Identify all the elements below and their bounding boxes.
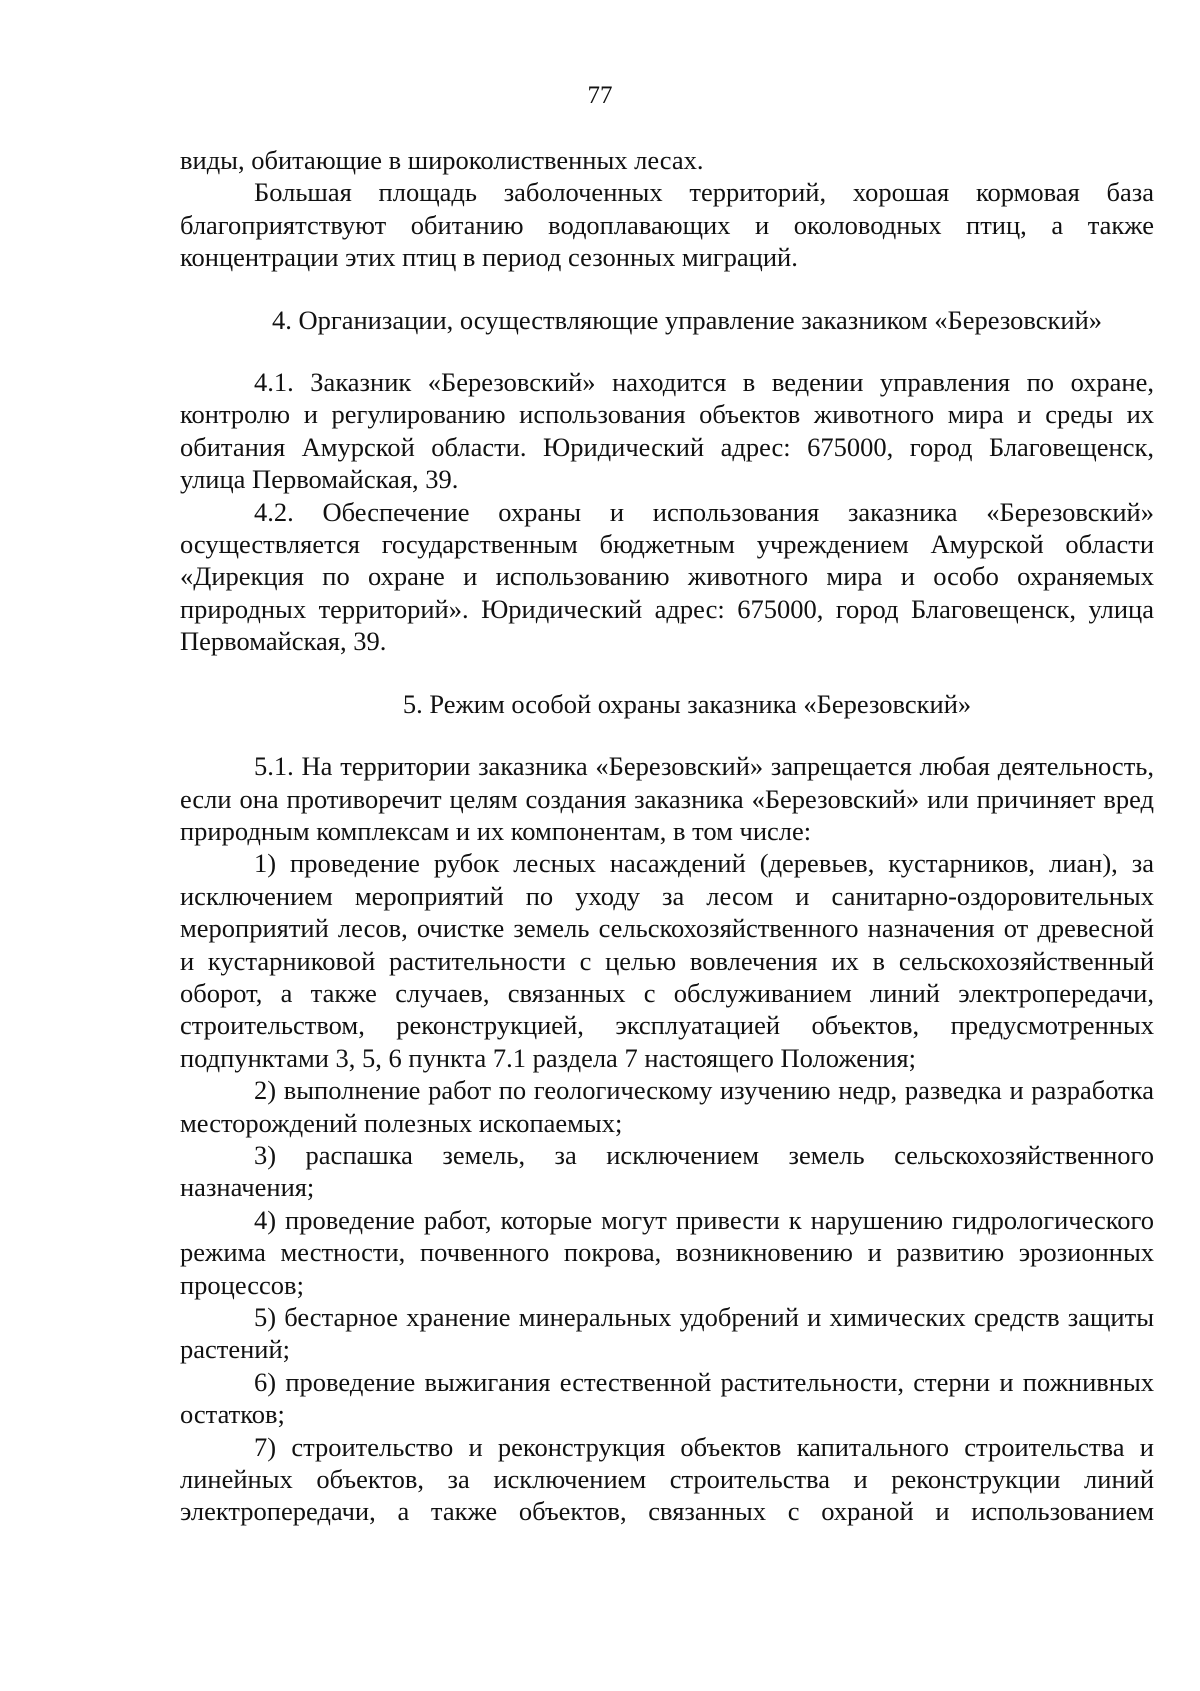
paragraph-5-1: 5.1. На территории заказника «Березовский» запрещается любая деятельность, если она противоречит целям создания заказника «Березовский» или причиняет вред природным комплексам и их компонентам, в том числе:	[180, 751, 1154, 846]
paragraph-continuation: виды, обитающие в широколиственных лесах.	[180, 145, 704, 175]
spacer	[180, 274, 1154, 304]
page-number: 77	[587, 82, 613, 109]
list-item-3: 3) распашка земель, за исключением земель сельскохозяйственного назначения;	[180, 1139, 1154, 1203]
section-heading-4: 4. Организации, осуществляющие управление заказником «Березовский»	[271, 304, 1103, 335]
spacer	[180, 720, 1154, 750]
list-item-6: 6) проведение выжигания естественной растительности, стерни и пожнивных остатков;	[180, 1366, 1154, 1430]
list-item-7: 7) строительство и реконструкция объектов капитального строительства и линейных объектов, за исключением строительства и реконструкции линий электропередачи, а также объектов, связанных с охраной и использованием	[180, 1431, 1154, 1527]
list-item-2: 2) выполнение работ по геологическому изучению недр, разведка и разработка месторождений полезных ископаемых;	[180, 1075, 1154, 1138]
list-item-1: 1) проведение рубок лесных насаждений (деревьев, кустарников, лиан), за исключением мероприятий по уходу за лесом и санитарно-оздоровительных мероприятий лесов, очистке земель сельскохозяйственного назначения от древесной и кустарниковой растительности с целью вовлечения их в сельскохозяйственный оборот, а также случаев, связанных с обслуживанием линий электропередачи, строительством, реконструкцией, эксплуатацией объектов, предусмотренных подпунктами 3, 5, 6 пункта 7.1 раздела 7 настоящего Положения;	[180, 848, 1154, 1073]
spacer	[180, 658, 1154, 688]
list-item-5: 5) бестарное хранение минеральных удобрений и химических средств защиты растений;	[180, 1302, 1154, 1365]
section-heading-5: 5. Режим особой охраны заказника «Березовский»	[402, 688, 972, 719]
document-body	[180, 144, 1154, 1528]
list-item-4: 4) проведение работ, которые могут привести к нарушению гидрологического режима местности, почвенного покрова, возникновению и развитию эрозионных процессов;	[180, 1204, 1154, 1300]
paragraph-4-1: 4.1. Заказник «Березовский» находится в ведении управления по охране, контролю и регулированию использования объектов животного мира и среды их обитания Амурской области. Юридический адрес: 675000, город Благовещенск, улица Первомайская, 39.	[180, 367, 1154, 495]
paragraph-4-2: 4.2. Обеспечение охраны и использования заказника «Березовский» осуществляется государственным бюджетным учреждением Амурской области «Дирекция по охране и использованию животного мира и особо охраняемых природных территорий». Юридический адрес: 675000, город Благовещенск, улица Первомайская, 39.	[180, 496, 1154, 657]
spacer	[180, 336, 1154, 366]
paragraph-habitat: Большая площадь заболоченных территорий, хорошая кормовая база благоприятствуют обитанию водоплавающих и околоводных птиц, а также концентрации этих птиц в период сезонных миграций.	[180, 177, 1154, 273]
